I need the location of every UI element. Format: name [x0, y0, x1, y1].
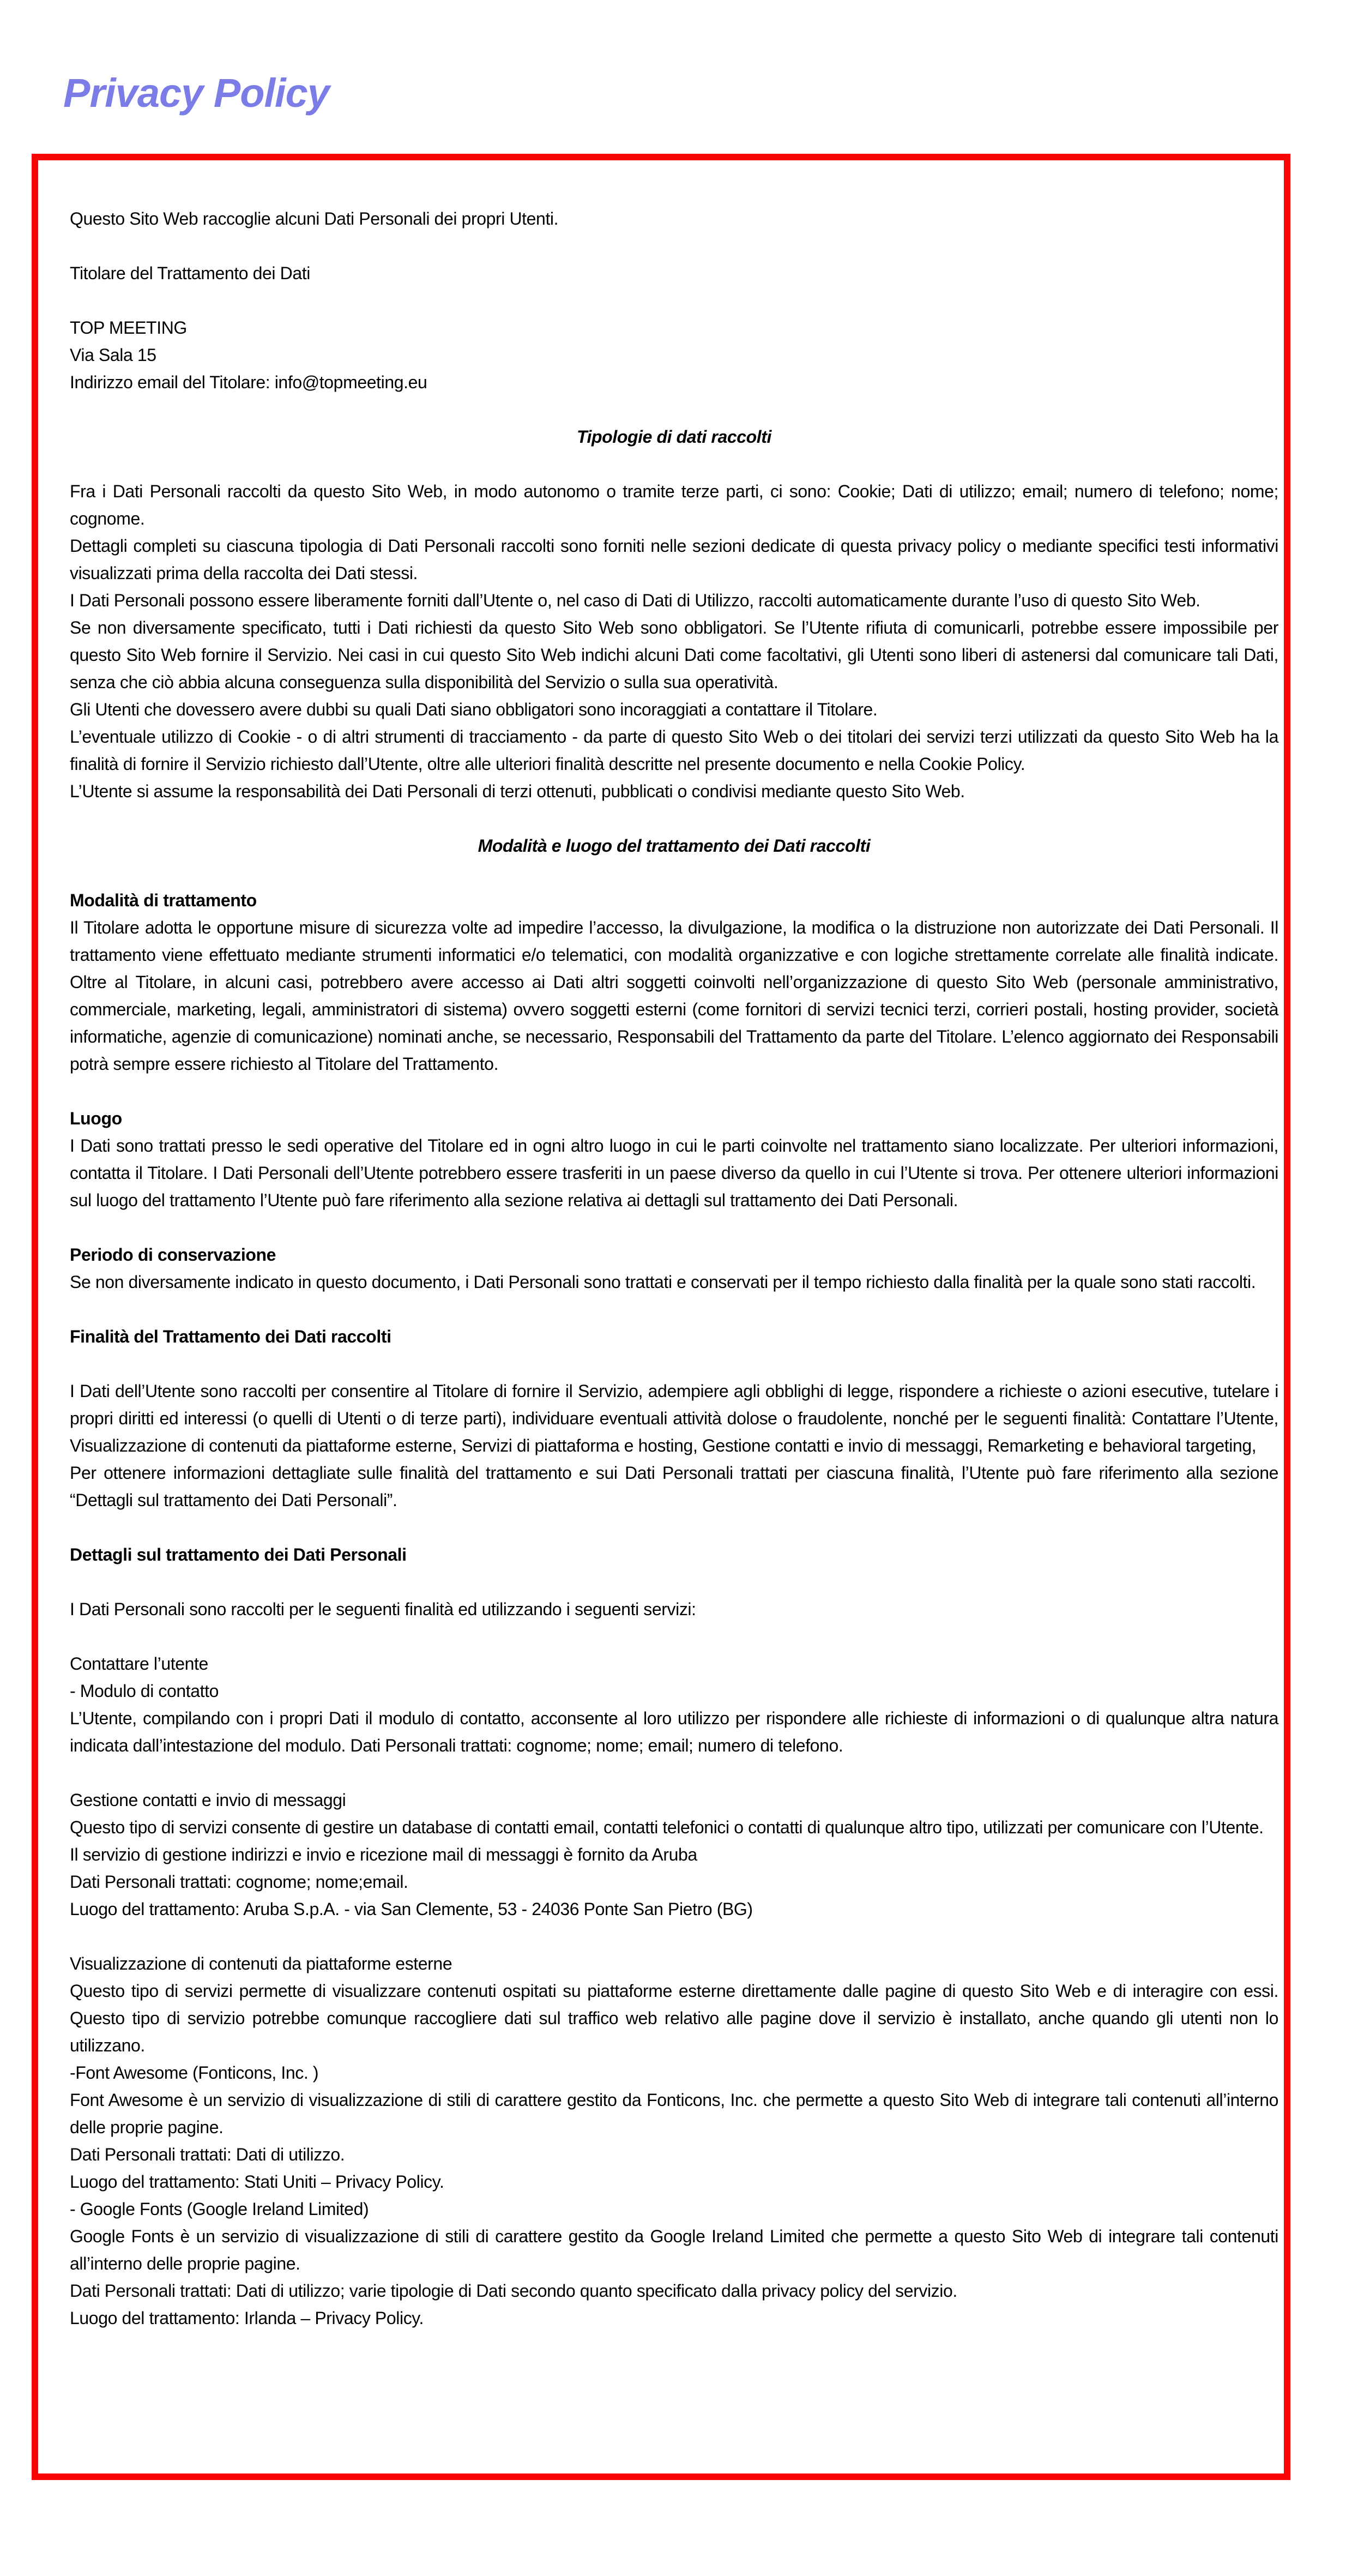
policy-content: [70, 205, 1278, 2332]
section-heading: Modalità e luogo del trattamento dei Dati raccolti: [478, 836, 871, 856]
paragraph: L’Utente, compilando con i propri Dati il modulo di contatto, acconsente al loro utilizzo per rispondere alle richieste di informazioni o di qualunque altra natura indicata dall’intestazione del modulo. Dati Personali trattati: cognome; nome; email; numero di telefono.: [70, 1708, 1278, 1755]
sub-heading: Finalità del Trattamento dei Dati raccolti: [70, 1327, 391, 1346]
paragraph: Questo tipo di servizi permette di visualizzare contenuti ospitati su piattaforme esterne direttamente dalle pagine di questo Sito Web e di interagire con essi. Questo tipo di servizio potrebbe comunque raccogliere dati sul traffico web relativo alle pagine dove il servizio è installato, anche quando gli utenti non lo utilizzano.: [70, 1981, 1278, 2055]
text-line: -Font Awesome (Fonticons, Inc. ): [70, 2063, 319, 2083]
paragraph: L’Utente si assume la responsabilità dei Dati Personali di terzi ottenuti, pubblicati o condivisi mediante questo Sito Web.: [70, 781, 965, 801]
paragraph: Dettagli completi su ciascuna tipologia di Dati Personali raccolti sono forniti nelle sezioni dedicate di questa privacy policy o mediante specifici testi informativi visualizzati prima della raccolta dei Dati stessi.: [70, 536, 1278, 583]
paragraph: Font Awesome è un servizio di visualizzazione di stili di carattere gestito da Fonticons, Inc. che permette a questo Sito Web di integrare tali contenuti all’interno delle proprie pagine.: [70, 2090, 1278, 2137]
text-line: Dati Personali trattati: Dati di utilizzo; varie tipologie di Dati secondo quanto specificato dalla privacy policy del servizio.: [70, 2281, 957, 2301]
text-line: - Google Fonts (Google Ireland Limited): [70, 2199, 369, 2219]
paragraph: I Dati Personali possono essere liberamente forniti dall’Utente o, nel caso di Dati di Utilizzo, raccolti automaticamente durante l’uso di questo Sito Web.: [70, 591, 1200, 610]
paragraph: I Dati dell’Utente sono raccolti per consentire al Titolare di fornire il Servizio, adempiere agli obblighi di legge, rispondere a richieste o azioni esecutive, tutelare i propri diritti ed interessi (o quelli di Utenti o di terze parti), individuare eventuali attività dolose o fraudolente, nonché per le seguenti finalità: Contattare l’Utente, Visualizzazione di contenuti da piattaforme esterne, Servizi di piattaforma e hosting, Gestione contatti e invio di messaggi, Remarketing e behavioral targeting,: [70, 1381, 1278, 1455]
page-title: Privacy Policy: [63, 70, 329, 116]
text-line: Dati Personali trattati: cognome; nome;email.: [70, 1872, 408, 1892]
text-line: Visualizzazione di contenuti da piattaforme esterne: [70, 1954, 452, 1973]
text-line: Via Sala 15: [70, 345, 156, 365]
section-heading: Tipologie di dati raccolti: [576, 427, 772, 447]
text-line: - Modulo di contatto: [70, 1681, 219, 1701]
sub-heading: Dettagli sul trattamento dei Dati Personali: [70, 1545, 407, 1564]
text-line: Indirizzo email del Titolare: info@topmeeting.eu: [70, 372, 427, 392]
sub-heading: Modalità di trattamento: [70, 890, 257, 910]
text-line: Gestione contatti e invio di messaggi: [70, 1790, 346, 1810]
sub-heading: Periodo di conservazione: [70, 1245, 276, 1265]
text-line: Il servizio di gestione indirizzi e invio e ricezione mail di messaggi è fornito da Aruba: [70, 1845, 697, 1864]
policy-box: [32, 154, 1290, 2480]
paragraph: Questo tipo di servizi consente di gestire un database di contatti email, contatti telefonici o contatti di qualunque altro tipo, utilizzati per comunicare con l’Utente.: [70, 1817, 1264, 1837]
text-line: I Dati Personali sono raccolti per le seguenti finalità ed utilizzando i seguenti servizi:: [70, 1599, 696, 1619]
paragraph: Google Fonts è un servizio di visualizzazione di stili di carattere gestito da Google Ireland Limited che permette a questo Sito Web di integrare tali contenuti all’interno delle proprie pagine.: [70, 2226, 1278, 2273]
text-line: Luogo del trattamento: Stati Uniti – Privacy Policy.: [70, 2172, 444, 2192]
text-line: Titolare del Trattamento dei Dati: [70, 263, 310, 283]
text-line: Contattare l’utente: [70, 1654, 208, 1674]
text-line: Questo Sito Web raccoglie alcuni Dati Personali dei propri Utenti.: [70, 209, 559, 228]
sub-heading: Luogo: [70, 1109, 122, 1128]
paragraph: Gli Utenti che dovessero avere dubbi su quali Dati siano obbligatori sono incoraggiati a contattare il Titolare.: [70, 700, 878, 719]
text-line: Luogo del trattamento: Aruba S.p.A. - via San Clemente, 53 - 24036 Ponte San Pietro (BG): [70, 1899, 753, 1919]
text-line: Dati Personali trattati: Dati di utilizzo.: [70, 2145, 345, 2164]
paragraph: L’eventuale utilizzo di Cookie - o di altri strumenti di tracciamento - da parte di questo Sito Web o dei titolari dei servizi terzi utilizzati da questo Sito Web ha la finalità di fornire il Servizio richiesto dall’Utente, oltre alle ulteriori finalità descritte nel presente documento e nella Cookie Policy.: [70, 727, 1278, 774]
paragraph: Il Titolare adotta le opportune misure di sicurezza volte ad impedire l’accesso, la divulgazione, la modifica o la distruzione non autorizzate dei Dati Personali. Il trattamento viene effettuato mediante strumenti informatici e/o telematici, con modalità organizzative e con logiche strettamente correlate alle finalità indicate. Oltre al Titolare, in alcuni casi, potrebbero avere accesso ai Dati altri soggetti coinvolti nell’organizzazione di questo Sito Web (personale amministrativo, commerciale, marketing, legali, amministratori di sistema) ovvero soggetti esterni (come fornitori di servizi tecnici terzi, corrieri postali, hosting provider, società informatiche, agenzie di comunicazione) nominati anche, se necessario, Responsabili del Trattamento da parte del Titolare. L’elenco aggiornato dei Responsabili potrà sempre essere richiesto al Titolare del Trattamento.: [70, 918, 1278, 1074]
paragraph: Se non diversamente indicato in questo documento, i Dati Personali sono trattati e conservati per il tempo richiesto dalla finalità per la quale sono stati raccolti.: [70, 1272, 1256, 1292]
text-line: TOP MEETING: [70, 318, 187, 338]
paragraph: I Dati sono trattati presso le sedi operative del Titolare ed in ogni altro luogo in cui le parti coinvolte nel trattamento siano localizzate. Per ulteriori informazioni, contatta il Titolare. I Dati Personali dell’Utente potrebbero essere trasferiti in un paese diverso da quello in cui l’Utente si trova. Per ottenere ulteriori informazioni sul luogo del trattamento l’Utente può fare riferimento alla sezione relativa ai dettagli sul trattamento dei Dati Personali.: [70, 1136, 1278, 1210]
paragraph: Per ottenere informazioni dettagliate sulle finalità del trattamento e sui Dati Personali trattati per ciascuna finalità, l’Utente può fare riferimento alla sezione “Dettagli sul trattamento dei Dati Personali”.: [70, 1463, 1278, 1510]
text-line: Luogo del trattamento: Irlanda – Privacy Policy.: [70, 2308, 424, 2328]
paragraph: Fra i Dati Personali raccolti da questo Sito Web, in modo autonomo o tramite terze parti, ci sono: Cookie; Dati di utilizzo; email; numero di telefono; nome; cognome.: [70, 482, 1278, 528]
paragraph: Se non diversamente specificato, tutti i Dati richiesti da questo Sito Web sono obbligatori. Se l’Utente rifiuta di comunicarli, potrebbe essere impossibile per questo Sito Web fornire il Servizio. Nei casi in cui questo Sito Web indichi alcuni Dati come facoltativi, gli Utenti sono liberi di astenersi dal comunicare tali Dati, senza che ciò abbia alcuna conseguenza sulla disponibilità del Servizio o sulla sua operatività.: [70, 618, 1278, 692]
